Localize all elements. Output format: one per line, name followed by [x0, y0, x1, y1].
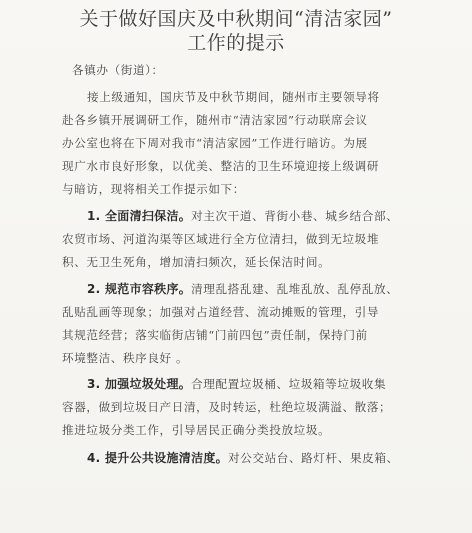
item-1-line: 农贸市场、河道沟渠等区域进行全方位清扫，做到无垃圾堆	[62, 232, 380, 246]
document-title-line-2: 工作的提示	[187, 32, 285, 54]
item-3-line	[87, 377, 386, 391]
intro-line: 赴各乡镇开展调研工作，随州市“清洁家园”行动联席会议	[62, 113, 368, 127]
salutation: 各镇办（街道）：	[72, 63, 164, 77]
item-2-text: 清理乱搭乱建、乱堆乱放、乱停乱放、	[191, 282, 399, 296]
item-4-heading: 4. 提升公共设施清洁度。	[87, 451, 228, 465]
item-2-line: 其规范经营；落实临街店铺“门前四包”责任制，保持门前	[62, 328, 368, 342]
item-1-heading: 1. 全面清扫保洁。	[87, 209, 192, 223]
item-2-line: 环境整洁、秩序良好 。	[62, 351, 189, 365]
document-title-line-1: 关于做好国庆及中秋期间“清洁家园”	[79, 8, 393, 30]
item-3-line: 容器，做到垃圾日产日清，及时转运，杜绝垃圾满溢、散落；	[62, 400, 392, 414]
item-2-line	[87, 282, 398, 296]
item-3-line: 推进垃圾分类工作，引导居民正确分类投放垃圾。	[62, 423, 331, 437]
item-3-heading: 3. 加强垃圾处理。	[87, 377, 192, 391]
item-3-text: 合理配置垃圾桶、垃圾箱等垃圾收集	[191, 377, 387, 391]
item-2-line: 乱贴乱画等现象；加强对占道经营、流动摊贩的管理，引导	[62, 305, 380, 319]
intro-line: 办公室也将在下周对我市“清洁家园”工作进行暗访。为展	[62, 136, 368, 150]
item-4-line	[87, 451, 399, 465]
intro-line: 现广水市良好形象，以优美、整洁的卫生环境迎接上级调研	[62, 159, 380, 173]
item-2-heading: 2. 规范市容秩序。	[87, 282, 192, 296]
intro-line: 与暗访，现将相关工作提示如下：	[62, 182, 245, 196]
item-1-text: 对主次干道、背街小巷、城乡结合部、	[191, 209, 399, 223]
item-1-line	[87, 209, 398, 223]
item-4-text: 对公交站台、路灯杆、果皮箱、	[228, 451, 399, 465]
item-1-line: 积、无卫生死角，增加清扫频次，延长保洁时间。	[62, 255, 331, 269]
intro-line: 接上级通知，国庆节及中秋节期间，随州市主要领导将	[87, 90, 380, 104]
